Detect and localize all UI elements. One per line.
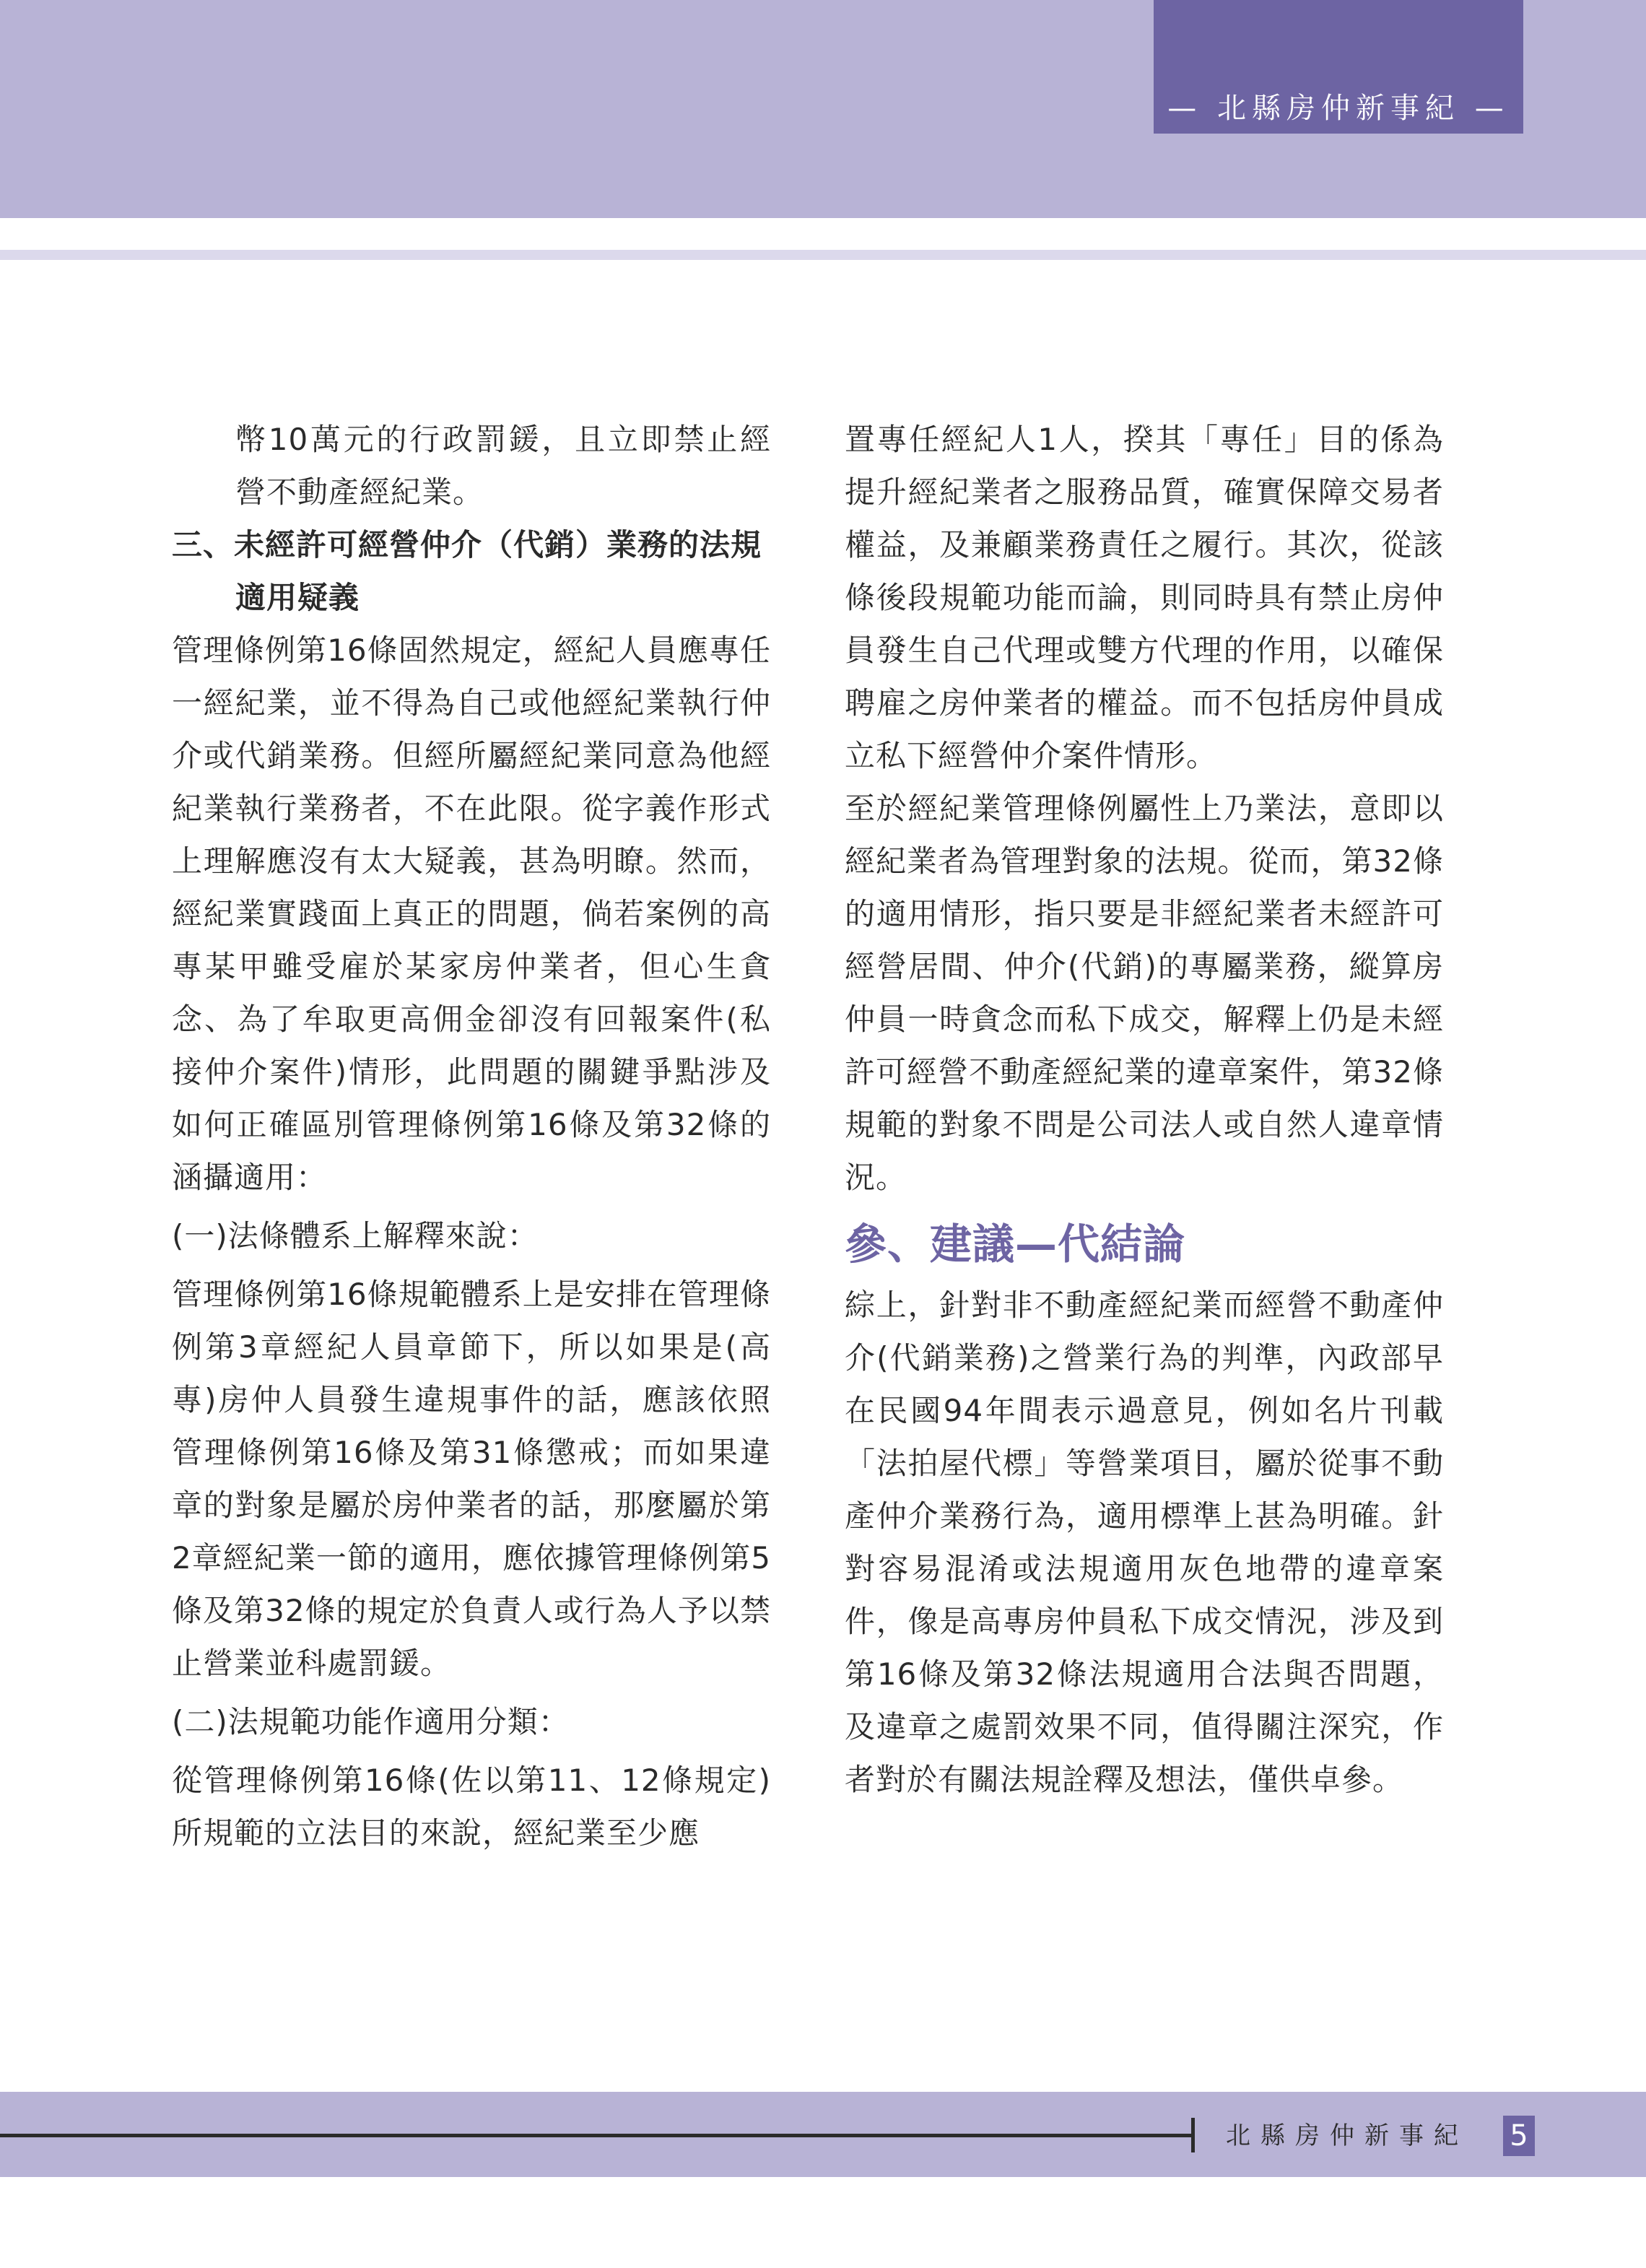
- left-column: [172, 413, 771, 1859]
- footer-rule-tick: [1191, 2118, 1195, 2152]
- header-title: — 北縣房仲新事紀 —: [1167, 92, 1510, 125]
- footer-title: 北縣房仲新事紀: [1226, 2121, 1468, 2150]
- section-heading: 參、建議—代結論: [845, 1220, 1186, 1269]
- paragraph: 置專任經紀人1人，揆其「專任」目的係為提升經紀業者之服務品質，確實保障交易者權益，及兼顧業務責任之履行。其次，從該條後段規範功能而論，則同時具有禁止房仲員發生自己代理或雙方代理的作用，以確保聘雇之房仲業者的權益。而不包括房仲員成立私下經營仲介案件情形。: [845, 422, 1444, 773]
- right-column: [845, 413, 1444, 1806]
- paragraph: 幣10萬元的行政罰鍰，且立即禁止經營不動產經紀業。: [235, 422, 771, 510]
- subsection-heading: [172, 518, 771, 624]
- paragraph: 從管理條例第16條(佐以第11、12條規定)所規範的立法目的來說，經紀業至少應: [172, 1763, 771, 1851]
- subsection-heading-line1: 三、未經許可經營仲介（代銷）業務的法規: [172, 527, 762, 562]
- paragraph: 至於經紀業管理條例屬性上乃業法，意即以經紀業者為管理對象的法規。從而，第32條的適用情形，指只要是非經紀業者未經許可經營居間、仲介(代銷)的專屬業務，縱算房仲員一時貪念而私下成交，解釋上仍是未經許可經營不動產經紀業的違章案件，第32條規範的對象不問是公司法人或自然人違章情況。: [845, 791, 1444, 1195]
- header-tab: [1154, 0, 1523, 134]
- page-number: 5: [1503, 2116, 1535, 2156]
- paragraph: 綜上，針對非不動產經紀業而經營不動產仲介(代銷業務)之營業行為的判準，內政部早在民國94年間表示過意見，例如名片刊載「法拍屋代標」等營業項目，屬於從事不動產仲介業務行為，適用標準上甚為明確。針對容易混淆或法規適用灰色地帶的違章案件，像是高專房仲員私下成交情況，涉及到第16條及第32條法規適用合法與否問題，及違章之處罰效果不同，值得關注深究，作者對於有關法規詮釋及想法，僅供卓參。: [845, 1287, 1444, 1797]
- paragraph: 管理條例第16條固然規定，經紀人員應專任一經紀業，並不得為自己或他經紀業執行仲介或代銷業務。但經所屬經紀業同意為他經紀業執行業務者，不在此限。從字義作形式上理解應沒有太大疑義，甚為明瞭。然而，經紀業實踐面上真正的問題，倘若案例的高專某甲雖受雇於某家房仲業者，但心生貪念、為了牟取更高佣金卻沒有回報案件(私接仲介案件)情形，此問題的關鍵爭點涉及如何正確區別管理條例第16條及第32條的涵攝適用：: [172, 633, 771, 1195]
- list-heading: (一)法條體系上解釋來說：: [172, 1218, 539, 1254]
- list-heading: (二)法規範功能作適用分類：: [172, 1704, 570, 1739]
- header-divider: [0, 250, 1646, 260]
- subsection-heading-line2: 適用疑義: [235, 580, 360, 615]
- paragraph: 管理條例第16條規範體系上是安排在管理條例第3章經紀人員章節下，所以如果是(高專)房仲人員發生違規事件的話，應該依照管理條例第16條及第31條懲戒；而如果違章的對象是屬於房仲業者的話，那麼屬於第2章經紀業一節的適用，應依據管理條例第5條及第32條的規定於負責人或行為人予以禁止營業並科處罰鍰。: [172, 1277, 771, 1681]
- footer-rule: [0, 2134, 1194, 2137]
